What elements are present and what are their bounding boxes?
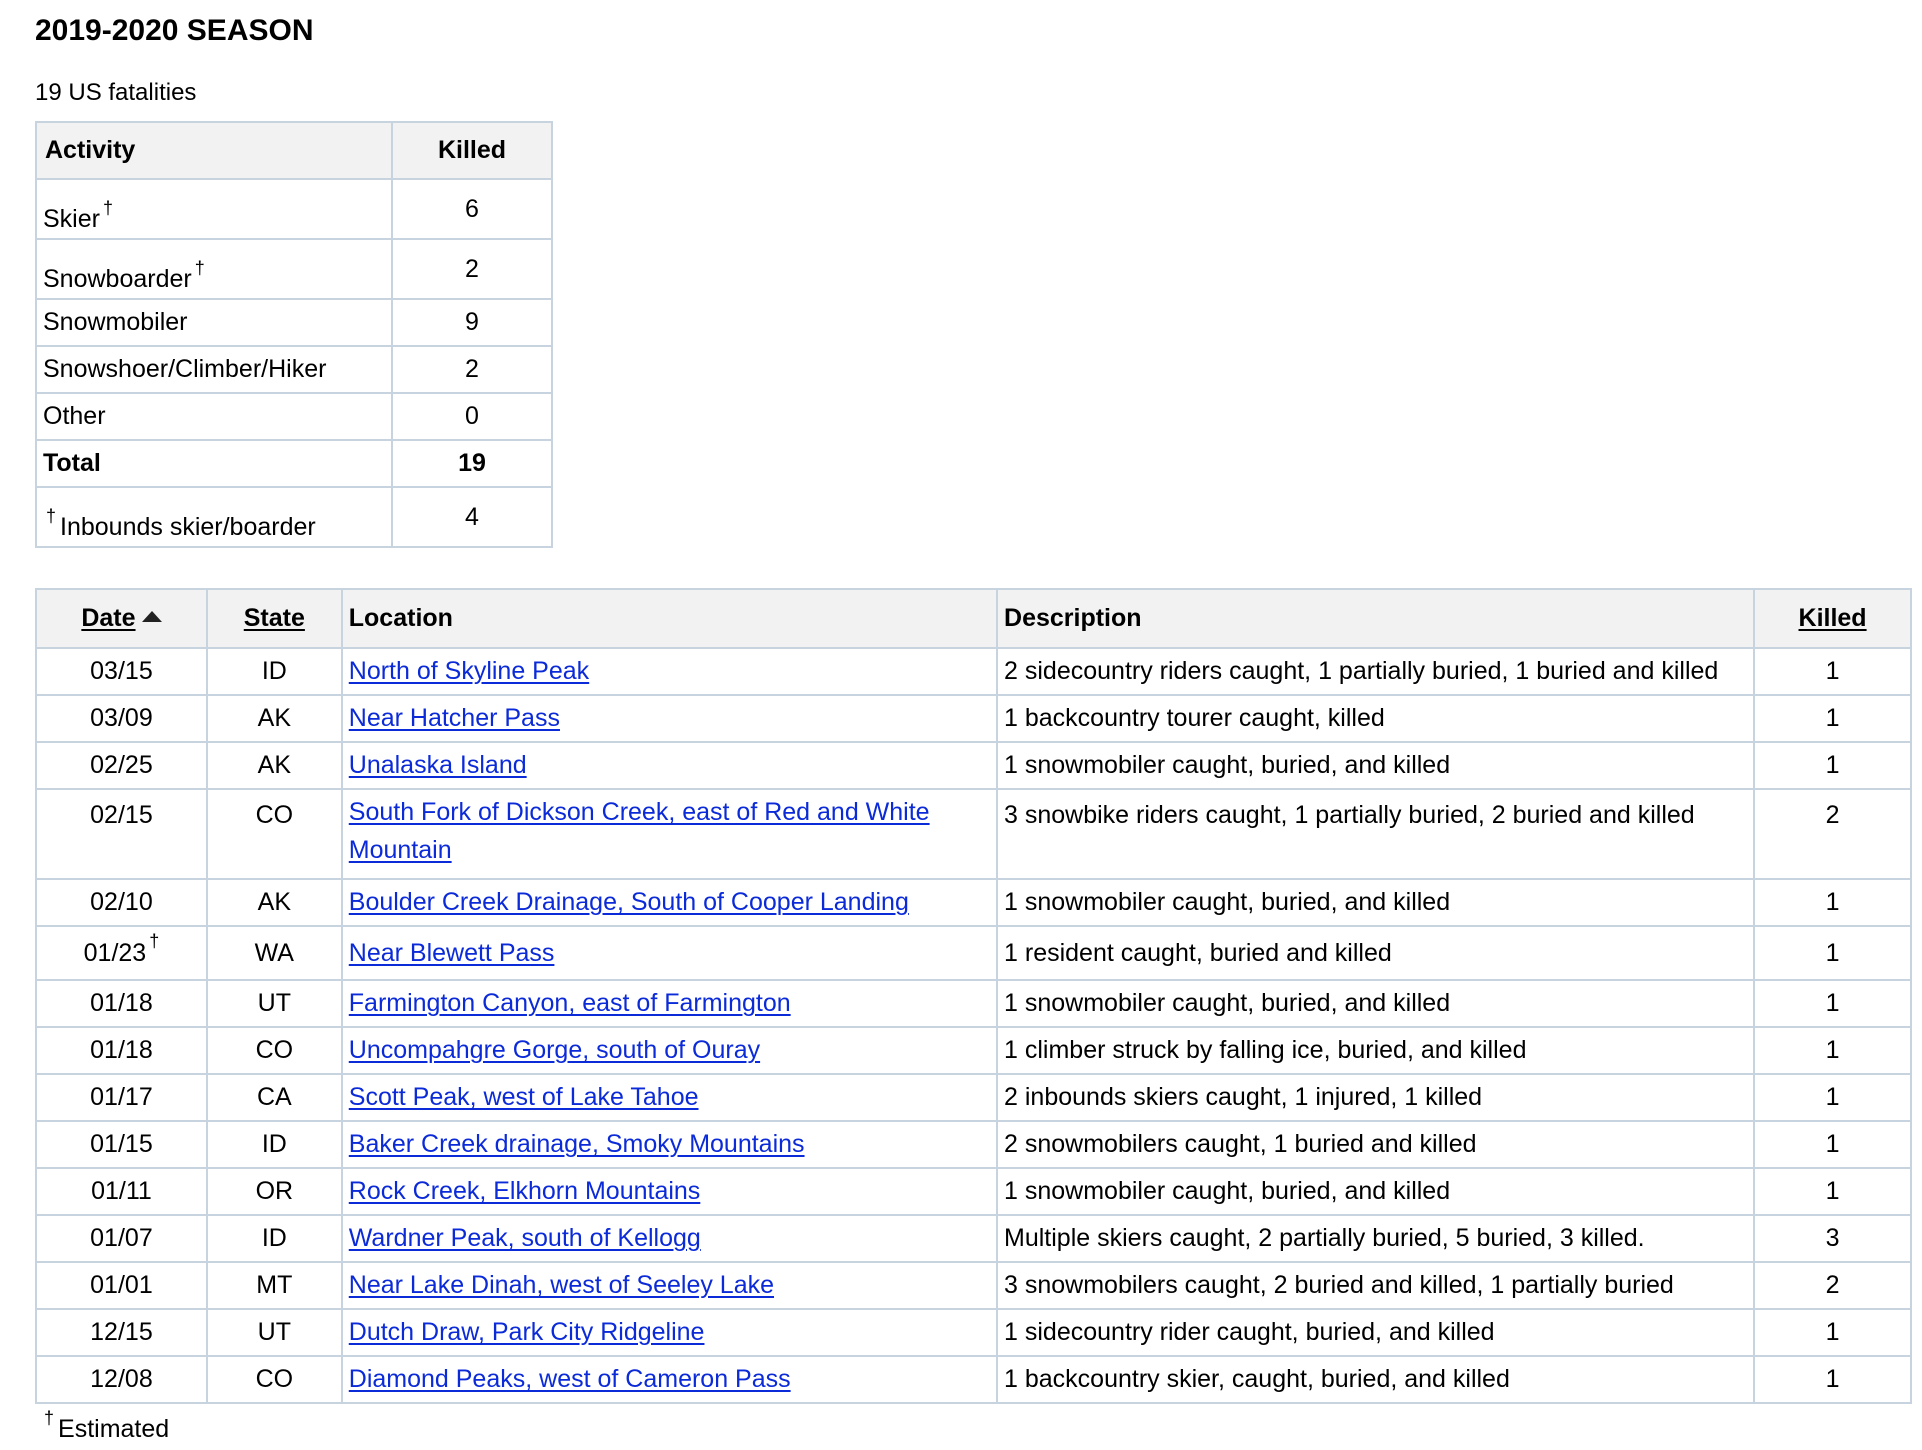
- summary-row: [36, 179, 552, 239]
- date-cell: 02/10: [36, 879, 207, 926]
- state-cell: CA: [207, 1074, 342, 1121]
- state-cell: ID: [207, 648, 342, 695]
- state-cell: ID: [207, 1121, 342, 1168]
- summary-row: [36, 346, 552, 393]
- state-cell: CO: [207, 1356, 342, 1403]
- table-row: [36, 1168, 1911, 1215]
- table-row: [36, 1309, 1911, 1356]
- location-cell: [342, 1168, 997, 1215]
- table-row: [36, 742, 1911, 789]
- incidents-table: [35, 588, 1912, 1404]
- state-cell: UT: [207, 1309, 342, 1356]
- date-cell: 02/15: [36, 789, 207, 879]
- table-row: [36, 1356, 1911, 1403]
- activity-cell: Snowmobiler: [36, 299, 392, 346]
- activity-cell: Snowshoer/Climber/Hiker: [36, 346, 392, 393]
- description-cell: 1 snowmobiler caught, buried, and killed: [997, 742, 1754, 789]
- location-link[interactable]: Near Hatcher Pass: [348, 704, 560, 732]
- description-cell: 2 snowmobilers caught, 1 buried and killed: [997, 1121, 1754, 1168]
- description-cell: 1 backcountry tourer caught, killed: [997, 695, 1754, 742]
- date-cell: 01/15: [36, 1121, 207, 1168]
- table-row: [36, 695, 1911, 742]
- summary-row: [36, 299, 552, 346]
- date-cell: 01/18: [36, 980, 207, 1027]
- killed-cell: 2: [1754, 1262, 1911, 1309]
- table-row: [36, 789, 1911, 879]
- date-cell: 01/01: [36, 1262, 207, 1309]
- date-cell: 01/18: [36, 1027, 207, 1074]
- killed-cell: 6: [392, 179, 552, 239]
- dagger-mark: †: [44, 1407, 55, 1428]
- date-cell: 01/17: [36, 1074, 207, 1121]
- state-cell: AK: [207, 695, 342, 742]
- state-column-header[interactable]: State: [207, 589, 342, 648]
- summary-total-row: [36, 440, 552, 487]
- table-row: [36, 926, 1911, 980]
- location-cell: [342, 980, 997, 1027]
- description-cell: 1 backcountry skier, caught, buried, and killed: [997, 1356, 1754, 1403]
- table-row: [36, 1121, 1911, 1168]
- location-link[interactable]: Dutch Draw, Park City Ridgeline: [348, 1318, 705, 1346]
- activity-cell: Total: [36, 440, 392, 487]
- location-cell: [342, 879, 997, 926]
- date-cell: 02/25: [36, 742, 207, 789]
- location-link[interactable]: Baker Creek drainage, Smoky Mountains: [348, 1130, 805, 1158]
- state-cell: AK: [207, 742, 342, 789]
- killed-cell: 1: [1754, 1121, 1911, 1168]
- description-cell: 3 snowbike riders caught, 1 partially buried, 2 buried and killed: [997, 789, 1754, 879]
- location-cell: [342, 789, 997, 879]
- dagger-mark: †: [194, 257, 205, 278]
- date-column-header[interactable]: Date: [36, 589, 207, 648]
- dagger-mark: †: [102, 197, 113, 218]
- killed-cell: 1: [1754, 1168, 1911, 1215]
- table-row: [36, 1027, 1911, 1074]
- location-cell: [342, 1027, 997, 1074]
- footnote: † Estimated: [44, 1407, 170, 1443]
- description-cell: 2 inbounds skiers caught, 1 injured, 1 killed: [997, 1074, 1754, 1121]
- location-cell: [342, 1356, 997, 1403]
- killed-cell: 2: [392, 239, 552, 299]
- location-link[interactable]: Rock Creek, Elkhorn Mountains: [348, 1177, 701, 1205]
- location-link[interactable]: Unalaska Island: [348, 751, 527, 779]
- killed-cell: 1: [1754, 742, 1911, 789]
- location-link[interactable]: Uncompahgre Gorge, south of Ouray: [348, 1036, 761, 1064]
- killed-column-header[interactable]: Killed: [1754, 589, 1911, 648]
- fatality-count: 19 US fatalities: [35, 79, 197, 106]
- table-row: [36, 1074, 1911, 1121]
- killed-cell: 1: [1754, 1027, 1911, 1074]
- table-row: [36, 1215, 1911, 1262]
- description-cell: 1 resident caught, buried and killed: [997, 926, 1754, 980]
- location-link[interactable]: Wardner Peak, south of Kellogg: [348, 1224, 701, 1252]
- killed-cell: 2: [1754, 789, 1911, 879]
- description-column-header: Description: [997, 589, 1754, 648]
- killed-cell: 9: [392, 299, 552, 346]
- state-cell: UT: [207, 980, 342, 1027]
- killed-cell: 1: [1754, 980, 1911, 1027]
- location-column-header: Location: [342, 589, 997, 648]
- table-row: [36, 1262, 1911, 1309]
- description-cell: 1 sidecountry rider caught, buried, and killed: [997, 1309, 1754, 1356]
- killed-cell: 19: [392, 440, 552, 487]
- state-cell: WA: [207, 926, 342, 980]
- killed-cell: 1: [1754, 1074, 1911, 1121]
- table-row: [36, 879, 1911, 926]
- date-cell: 01/23 †: [36, 926, 207, 980]
- location-cell: [342, 742, 997, 789]
- state-cell: OR: [207, 1168, 342, 1215]
- description-cell: 1 climber struck by falling ice, buried, and killed: [997, 1027, 1754, 1074]
- location-link[interactable]: Diamond Peaks, west of Cameron Pass: [348, 1365, 791, 1393]
- description-cell: 1 snowmobiler caught, buried, and killed: [997, 879, 1754, 926]
- activity-header: Activity: [36, 122, 392, 179]
- summary-header-row: [36, 122, 552, 179]
- date-cell: 01/11: [36, 1168, 207, 1215]
- location-cell: [342, 926, 997, 980]
- killed-cell: 1: [1754, 879, 1911, 926]
- location-cell: [342, 1121, 997, 1168]
- location-cell: [342, 695, 997, 742]
- description-cell: 2 sidecountry riders caught, 1 partially buried, 1 buried and killed: [997, 648, 1754, 695]
- description-cell: 1 snowmobiler caught, buried, and killed: [997, 980, 1754, 1027]
- location-cell: [342, 1309, 997, 1356]
- location-link[interactable]: Boulder Creek Drainage, South of Cooper Landing: [348, 888, 909, 916]
- summary-note-row: [36, 487, 552, 547]
- killed-cell: 4: [392, 487, 552, 547]
- killed-cell: 1: [1754, 695, 1911, 742]
- table-row: [36, 648, 1911, 695]
- state-cell: CO: [207, 789, 342, 879]
- dagger-mark: †: [46, 505, 57, 526]
- location-cell: [342, 1074, 997, 1121]
- state-cell: ID: [207, 1215, 342, 1262]
- state-cell: AK: [207, 879, 342, 926]
- killed-header: Killed: [392, 122, 552, 179]
- killed-cell: 0: [392, 393, 552, 440]
- summary-row: [36, 393, 552, 440]
- killed-cell: 2: [392, 346, 552, 393]
- location-link[interactable]: Near Blewett Pass: [348, 938, 555, 967]
- description-cell: Multiple skiers caught, 2 partially buried, 5 buried, 3 killed.: [997, 1215, 1754, 1262]
- description-cell: 3 snowmobilers caught, 2 buried and killed, 1 partially buried: [997, 1262, 1754, 1309]
- location-link[interactable]: Near Lake Dinah, west of Seeley Lake: [348, 1271, 775, 1299]
- description-cell: 1 snowmobiler caught, buried, and killed: [997, 1168, 1754, 1215]
- date-cell: 03/09: [36, 695, 207, 742]
- location-link[interactable]: Scott Peak, west of Lake Tahoe: [348, 1083, 699, 1111]
- location-link[interactable]: North of Skyline Peak: [348, 657, 590, 685]
- killed-cell: 1: [1754, 1309, 1911, 1356]
- location-cell: [342, 1215, 997, 1262]
- activity-cell: Snowboarder †: [36, 239, 392, 299]
- incidents-header-row: [36, 589, 1911, 648]
- date-cell: 01/07: [36, 1215, 207, 1262]
- activity-summary-table: [35, 121, 553, 548]
- activity-cell: † Inbounds skier/boarder: [36, 487, 392, 547]
- location-link[interactable]: South Fork of Dickson Creek, east of Red and White Mountain: [348, 798, 930, 864]
- state-cell: CO: [207, 1027, 342, 1074]
- killed-cell: 1: [1754, 648, 1911, 695]
- sort-ascending-icon: [142, 611, 162, 622]
- location-cell: [342, 1262, 997, 1309]
- location-cell: [342, 648, 997, 695]
- page-title: 2019-2020 SEASON: [35, 14, 314, 47]
- activity-cell: Skier †: [36, 179, 392, 239]
- killed-cell: 1: [1754, 926, 1911, 980]
- killed-cell: 3: [1754, 1215, 1911, 1262]
- activity-cell: Other: [36, 393, 392, 440]
- date-cell: 12/15: [36, 1309, 207, 1356]
- dagger-mark: †: [149, 931, 160, 952]
- table-row: [36, 980, 1911, 1027]
- summary-row: [36, 239, 552, 299]
- date-cell: 03/15: [36, 648, 207, 695]
- state-cell: MT: [207, 1262, 342, 1309]
- location-link[interactable]: Farmington Canyon, east of Farmington: [348, 989, 791, 1017]
- killed-cell: 1: [1754, 1356, 1911, 1403]
- date-cell: 12/08: [36, 1356, 207, 1403]
